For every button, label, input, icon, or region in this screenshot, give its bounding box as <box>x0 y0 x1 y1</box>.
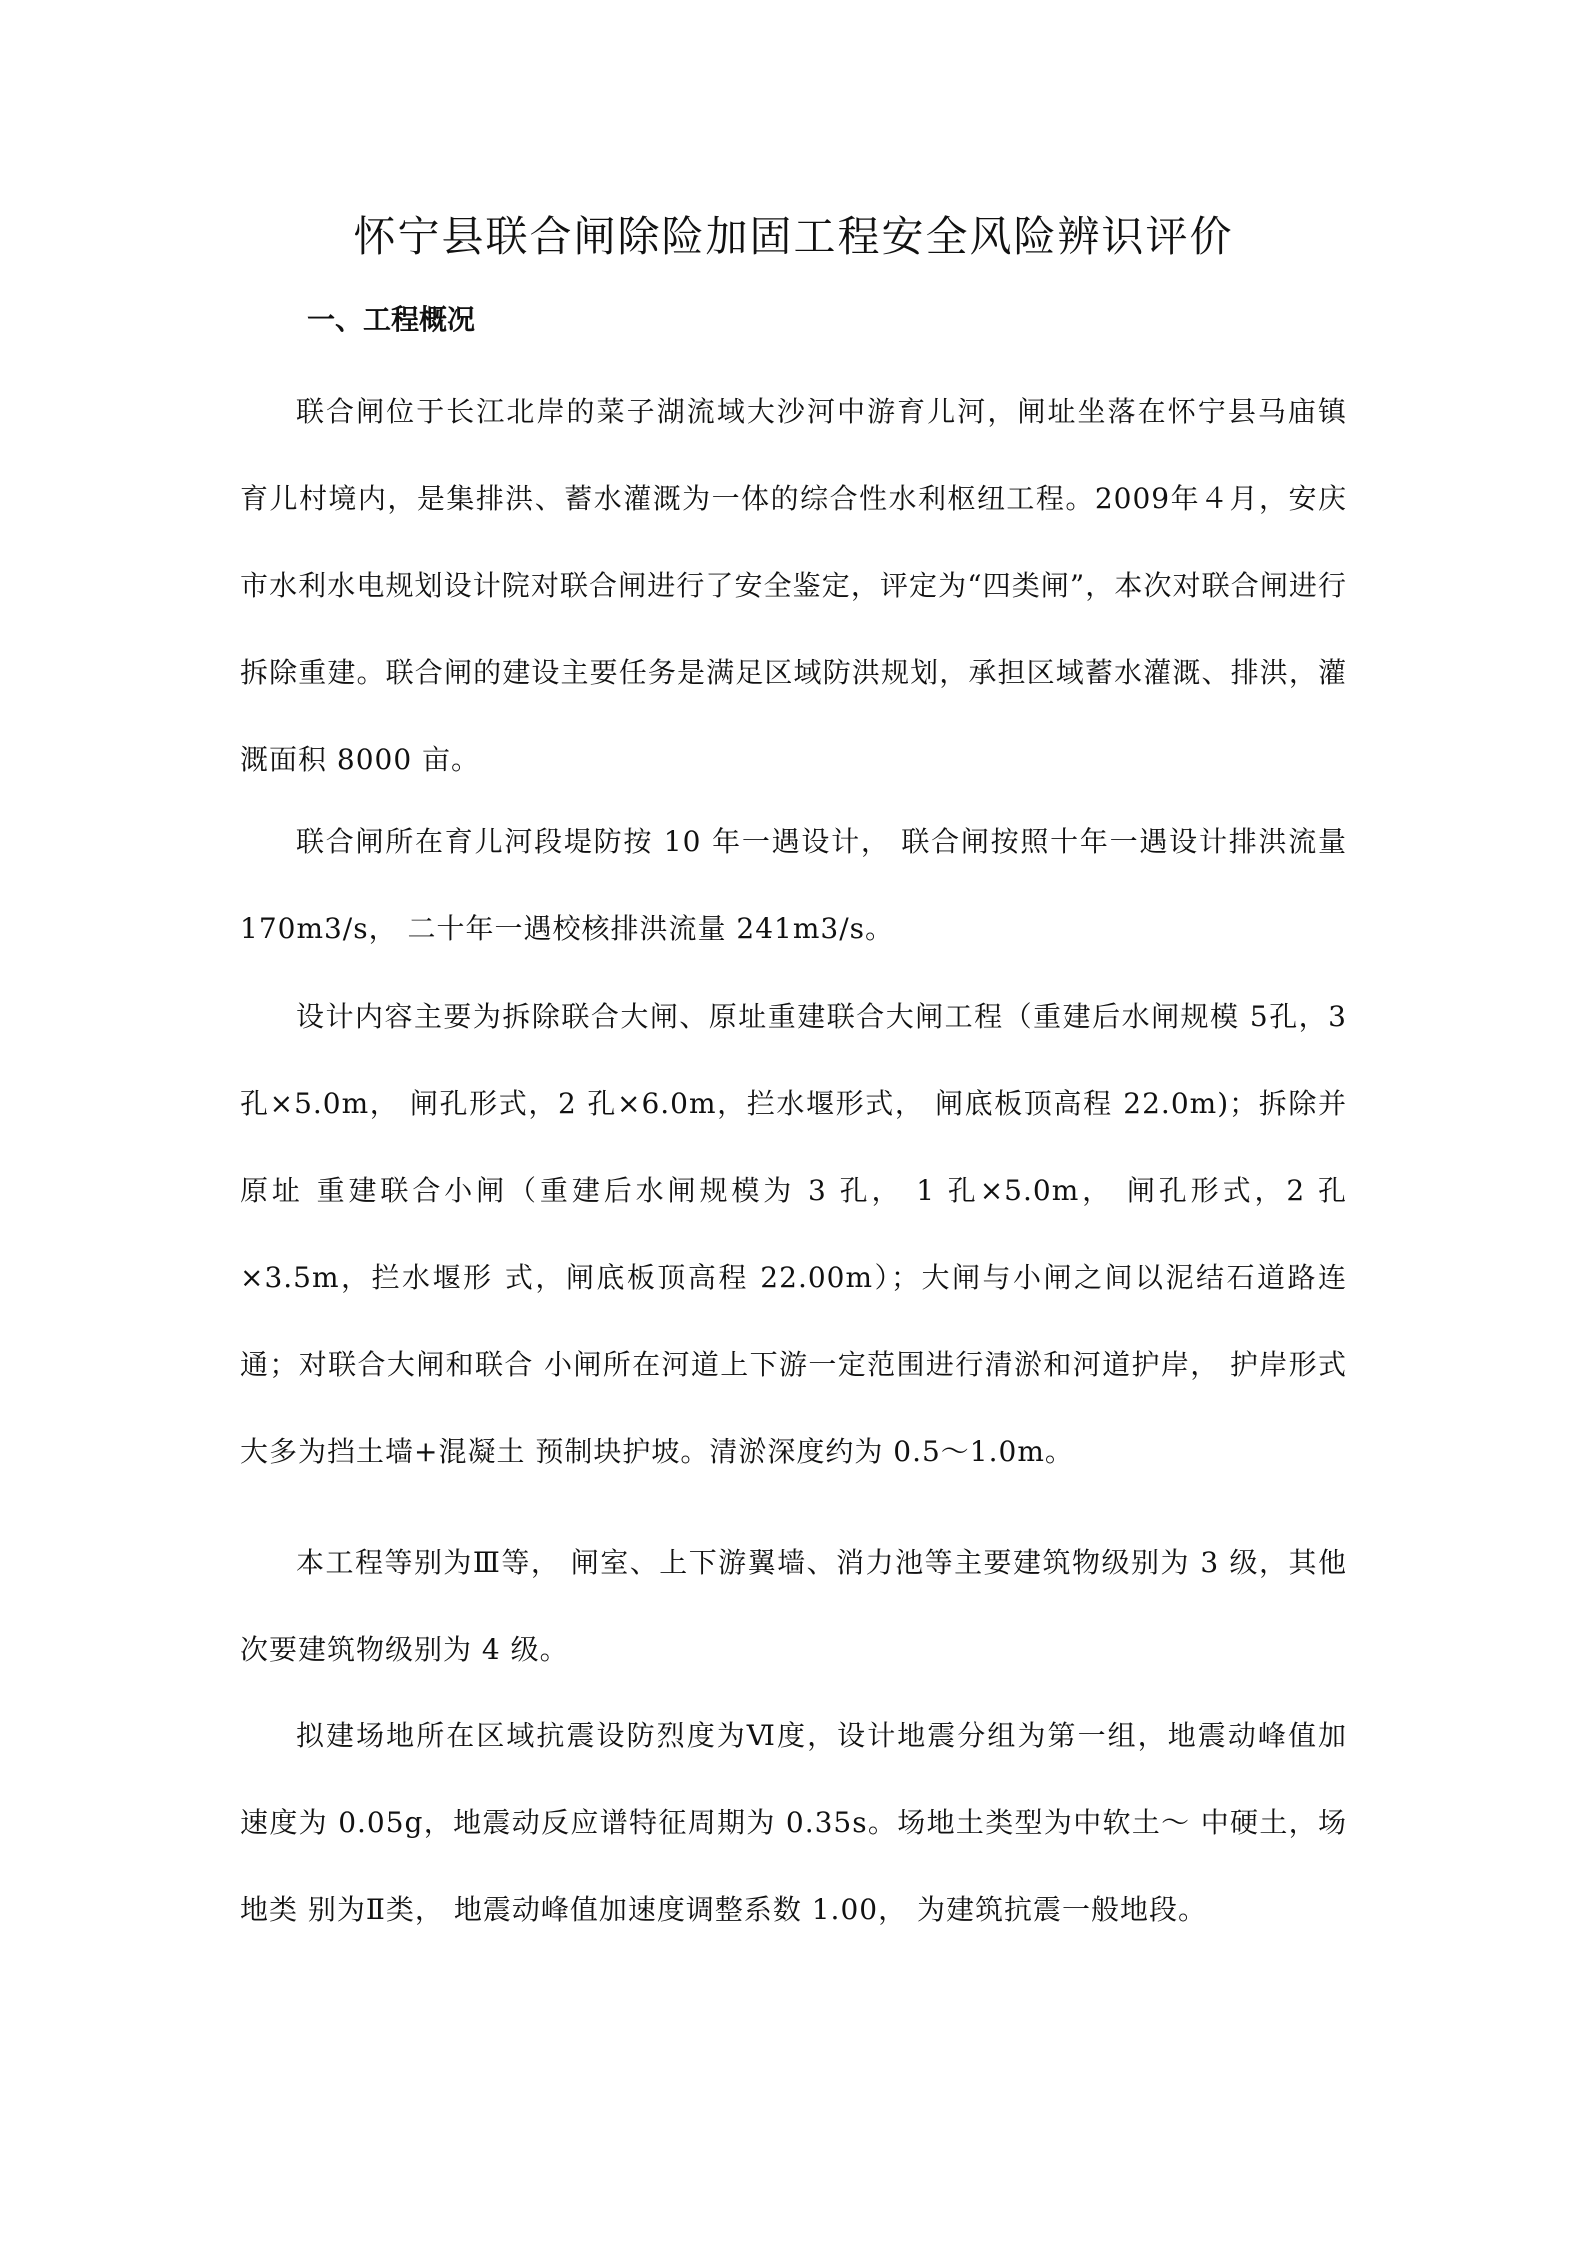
paragraph-project-grade: 本工程等别为Ⅲ等， 闸室、上下游翼墙、消力池等主要建筑物级别为 3 级，其他 次要建筑物级别为 4 级。 <box>240 1546 1347 1666</box>
section-heading: 一、工程概况 <box>307 303 476 336</box>
paragraph-overview: 联合闸位于长江北岸的菜子湖流域大沙河中游育儿河，闸址坐落在怀宁县马庙镇 育儿村境内，是集排洪、蓄水灌溉为一体的综合性水利枢纽工程。2009年４月，安庆市水利水电规划设计院对联合闸进行了安全鉴定，评定为“四类闸”，本次对联合闸进行拆除重建。联合闸的建设主要任务是满足区域防洪规划，承担区域蓄水灌溉、排洪，灌溉面积 8000 亩。 <box>240 395 1377 776</box>
document-title: 怀宁县联合闸除险加固工程安全风险辨识评价 <box>353 212 1234 261</box>
paragraph-seismic: 拟建场地所在区域抗震设防烈度为Ⅵ度，设计地震分组为第一组，地震动峰值加 速度为 0.05g，地震动反应谱特征周期为 0.35s。场地土类型为中软土～ 中硬土，场地类 别为Ⅱ类， 地震动峰值加速度调整系数 1.00， 为建筑抗震一般地段。 <box>240 1719 1347 1926</box>
paragraph-design-content: 设计内容主要为拆除联合大闸、原址重建联合大闸工程（重建后水闸规模 5孔，3 孔×5.0m， 闸孔形式，2 孔×6.0m，拦水堰形式， 闸底板顶高程 22.0m)；拆除并原址 重建联合小闸（重建后水闸规模为 3 孔， 1 孔×5.0m， 闸孔形式，2 孔×3.5m，拦水堰形 式，闸底板顶高程 22.00m）；大闸与小闸之间以泥结石道路连通；对联合大闸和联合 小闸所在河道上下游一定范围进行清淤和河道护岸， 护岸形式大多为挡土墙+混凝土 预制块护坡。清淤深度约为 0.5～1.0m。 <box>240 1000 1347 1468</box>
paragraph-flood-standard: 联合闸所在育儿河段堤防按 10 年一遇设计， 联合闸按照十年一遇设计排洪流量 170m3/s， 二十年一遇校核排洪流量 241m3/s。 <box>240 825 1347 945</box>
